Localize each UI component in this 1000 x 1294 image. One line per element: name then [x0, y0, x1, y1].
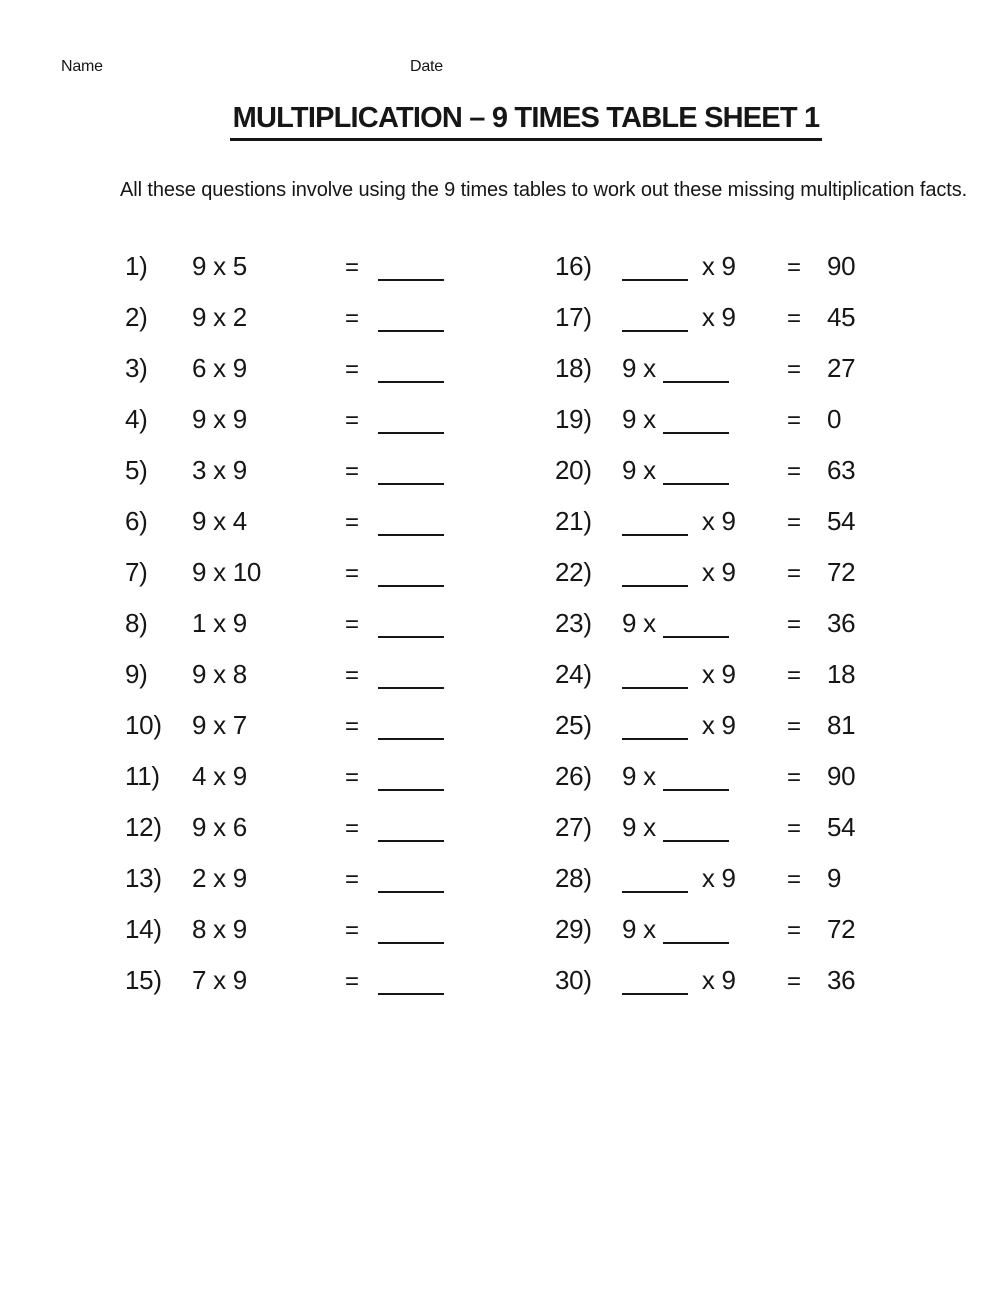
question-number: 17): [555, 302, 592, 332]
question-expression: x 9: [622, 496, 787, 547]
answer-blank: [378, 381, 444, 383]
answer-blank: [378, 279, 444, 281]
question-expression: 2 x 9: [192, 863, 247, 893]
question-expression: 9 x: [622, 598, 787, 649]
question-number: 10): [125, 710, 162, 740]
equals-sign: =: [345, 713, 359, 740]
equals-sign: =: [787, 458, 801, 485]
answer-blank: [378, 636, 444, 638]
answer-value: 90: [827, 761, 856, 791]
question-row: [125, 547, 444, 598]
question-row: [555, 802, 855, 853]
operand-blank: [663, 432, 729, 434]
answer-value: 36: [827, 965, 856, 995]
answer-value: 72: [827, 914, 856, 944]
title-row: [0, 102, 1000, 141]
question-number: 23): [555, 608, 592, 638]
equals-sign: =: [345, 866, 359, 893]
question-column-left: [125, 241, 444, 1006]
answer-blank: [378, 993, 444, 995]
question-row: [555, 445, 855, 496]
equals-sign: =: [787, 968, 801, 995]
operand-blank: [622, 687, 688, 689]
question-expression: 1 x 9: [192, 608, 247, 638]
question-expression: 7 x 9: [192, 965, 247, 995]
question-row: [125, 292, 444, 343]
operand-blank: [622, 534, 688, 536]
equals-sign: =: [787, 764, 801, 791]
question-row: [125, 394, 444, 445]
question-row: [555, 955, 855, 1006]
answer-blank: [378, 942, 444, 944]
equals-sign: =: [345, 458, 359, 485]
equals-sign: =: [345, 764, 359, 791]
answer-value: 54: [827, 506, 856, 536]
question-expression: 9 x 8: [192, 659, 247, 689]
question-number: 11): [125, 761, 160, 791]
equals-sign: =: [787, 662, 801, 689]
question-expression: 6 x 9: [192, 353, 247, 383]
equals-sign: =: [787, 356, 801, 383]
question-expression: 9 x: [622, 394, 787, 445]
question-row: [125, 496, 444, 547]
answer-blank: [378, 891, 444, 893]
question-row: [125, 598, 444, 649]
question-number: 8): [125, 608, 148, 638]
question-number: 12): [125, 812, 162, 842]
question-number: 5): [125, 455, 148, 485]
question-row: [125, 343, 444, 394]
answer-value: 90: [827, 251, 856, 281]
question-row: [555, 904, 855, 955]
equals-sign: =: [787, 713, 801, 740]
question-number: 13): [125, 863, 162, 893]
question-number: 3): [125, 353, 148, 383]
equals-sign: =: [787, 509, 801, 536]
answer-blank: [378, 432, 444, 434]
question-expression: 4 x 9: [192, 761, 247, 791]
question-expression: 9 x 5: [192, 251, 247, 281]
equals-sign: =: [787, 611, 801, 638]
answer-blank: [378, 585, 444, 587]
answer-blank: [378, 330, 444, 332]
question-row: [555, 496, 855, 547]
answer-value: 18: [827, 659, 856, 689]
question-number: 4): [125, 404, 148, 434]
equals-sign: =: [787, 254, 801, 281]
answer-value: 0: [827, 404, 842, 434]
operand-blank: [622, 330, 688, 332]
question-expression: 9 x 2: [192, 302, 247, 332]
question-expression: 9 x: [622, 343, 787, 394]
question-number: 16): [555, 251, 592, 281]
question-expression: 8 x 9: [192, 914, 247, 944]
question-number: 19): [555, 404, 592, 434]
operand-blank: [663, 942, 729, 944]
question-expression: 3 x 9: [192, 455, 247, 485]
answer-value: 81: [827, 710, 856, 740]
question-expression: x 9: [622, 649, 787, 700]
question-number: 2): [125, 302, 148, 332]
answer-value: 36: [827, 608, 856, 638]
question-row: [555, 853, 855, 904]
page-title: MULTIPLICATION – 9 TIMES TABLE SHEET 1: [230, 102, 823, 141]
answer-value: 45: [827, 302, 856, 332]
question-expression: x 9: [622, 955, 787, 1006]
question-number: 24): [555, 659, 592, 689]
equals-sign: =: [787, 305, 801, 332]
question-expression: 9 x: [622, 751, 787, 802]
question-number: 6): [125, 506, 148, 536]
question-expression: 9 x: [622, 904, 787, 955]
question-number: 7): [125, 557, 148, 587]
question-row: [125, 751, 444, 802]
question-row: [125, 802, 444, 853]
equals-sign: =: [787, 917, 801, 944]
question-expression: 9 x: [622, 445, 787, 496]
equals-sign: =: [345, 407, 359, 434]
question-row: [555, 343, 855, 394]
question-expression: x 9: [622, 292, 787, 343]
operand-blank: [663, 483, 729, 485]
operand-blank: [622, 585, 688, 587]
question-expression: 9 x 6: [192, 812, 247, 842]
question-number: 1): [125, 251, 148, 281]
operand-blank: [663, 636, 729, 638]
question-number: 30): [555, 965, 592, 995]
equals-sign: =: [345, 917, 359, 944]
answer-value: 9: [827, 863, 842, 893]
question-row: [125, 241, 444, 292]
question-number: 9): [125, 659, 148, 689]
name-label: Name: [61, 58, 103, 75]
question-row: [125, 649, 444, 700]
question-expression: x 9: [622, 241, 787, 292]
question-row: [555, 394, 855, 445]
question-row: [125, 904, 444, 955]
operand-blank: [622, 738, 688, 740]
question-number: 14): [125, 914, 162, 944]
equals-sign: =: [345, 662, 359, 689]
question-row: [555, 700, 855, 751]
question-number: 18): [555, 353, 592, 383]
question-row: [125, 955, 444, 1006]
question-expression: 9 x 4: [192, 506, 247, 536]
question-number: 27): [555, 812, 592, 842]
answer-blank: [378, 789, 444, 791]
equals-sign: =: [787, 815, 801, 842]
question-expression: x 9: [622, 853, 787, 904]
question-row: [555, 598, 855, 649]
question-row: [555, 547, 855, 598]
answer-blank: [378, 840, 444, 842]
answer-value: 63: [827, 455, 856, 485]
answer-blank: [378, 738, 444, 740]
question-expression: 9 x 7: [192, 710, 247, 740]
question-expression: x 9: [622, 700, 787, 751]
equals-sign: =: [345, 560, 359, 587]
question-number: 26): [555, 761, 592, 791]
answer-blank: [378, 534, 444, 536]
equals-sign: =: [345, 305, 359, 332]
question-row: [125, 700, 444, 751]
equals-sign: =: [787, 407, 801, 434]
question-row: [555, 751, 855, 802]
date-label: Date: [410, 58, 443, 75]
operand-blank: [663, 789, 729, 791]
equals-sign: =: [345, 611, 359, 638]
instructions-text: All these questions involve using the 9 times tables to work out these missing multiplication facts.: [120, 179, 968, 201]
equals-sign: =: [345, 356, 359, 383]
equals-sign: =: [787, 866, 801, 893]
question-number: 15): [125, 965, 162, 995]
question-row: [555, 292, 855, 343]
answer-value: 27: [827, 353, 856, 383]
question-expression: 9 x 9: [192, 404, 247, 434]
equals-sign: =: [787, 560, 801, 587]
answer-value: 54: [827, 812, 856, 842]
question-number: 21): [555, 506, 592, 536]
question-row: [555, 649, 855, 700]
question-number: 20): [555, 455, 592, 485]
question-row: [125, 853, 444, 904]
question-number: 28): [555, 863, 592, 893]
answer-blank: [378, 483, 444, 485]
question-expression: 9 x 10: [192, 557, 262, 587]
operand-blank: [663, 840, 729, 842]
question-number: 22): [555, 557, 592, 587]
operand-blank: [622, 993, 688, 995]
answer-value: 72: [827, 557, 856, 587]
question-number: 25): [555, 710, 592, 740]
question-row: [125, 445, 444, 496]
answer-blank: [378, 687, 444, 689]
question-expression: x 9: [622, 547, 787, 598]
question-row: [555, 241, 855, 292]
equals-sign: =: [345, 815, 359, 842]
question-expression: 9 x: [622, 802, 787, 853]
equals-sign: =: [345, 509, 359, 536]
operand-blank: [663, 381, 729, 383]
operand-blank: [622, 891, 688, 893]
equals-sign: =: [345, 968, 359, 995]
question-column-right: [555, 241, 855, 1006]
operand-blank: [622, 279, 688, 281]
equals-sign: =: [345, 254, 359, 281]
question-number: 29): [555, 914, 592, 944]
